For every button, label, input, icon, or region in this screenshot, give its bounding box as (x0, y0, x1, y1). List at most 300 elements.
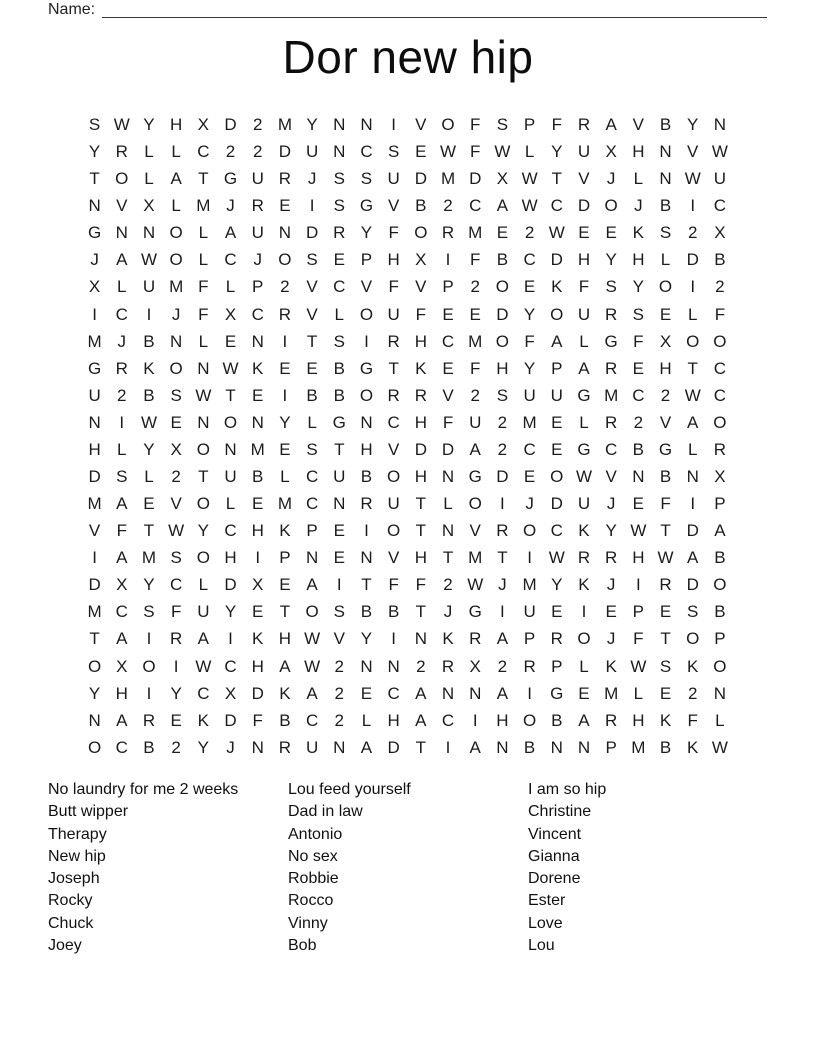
grid-cell: Y (143, 575, 155, 595)
grid-cell: O (169, 223, 183, 243)
grid-cell: I (364, 521, 369, 541)
grid-cell: X (116, 656, 128, 676)
grid-cell: S (659, 223, 672, 243)
grid-cell: I (336, 575, 342, 595)
grid-cell: F (578, 277, 590, 297)
grid-cell: R (251, 196, 264, 216)
grid-cell: R (550, 629, 563, 649)
grid-cell: Y (143, 115, 155, 134)
grid-cell: 2 (443, 575, 453, 595)
grid-cell: O (522, 710, 537, 730)
grid-cell: W (630, 521, 647, 541)
name-row (48, 0, 768, 22)
grid-cell: E (306, 358, 318, 378)
grid-cell: N (333, 115, 346, 134)
grid-cell: L (443, 494, 453, 514)
grid-cell: I (146, 304, 152, 324)
grid-cell: C (441, 710, 455, 730)
grid-cell: R (577, 548, 591, 568)
grid-cell: T (361, 575, 372, 595)
grid-cell: E (333, 548, 345, 568)
grid-cell: Y (224, 602, 237, 622)
grid-cell: R (605, 304, 618, 324)
grid-cell: W (113, 115, 130, 134)
grid-cell: T (334, 439, 345, 459)
word-item: I am so hip (528, 781, 607, 798)
grid-cell: U (469, 412, 482, 432)
grid-cell: C (550, 196, 563, 216)
grid-cell: E (632, 358, 645, 378)
grid-cell: C (713, 196, 727, 216)
grid-cell: 2 (252, 115, 263, 134)
grid-cell: L (715, 710, 725, 730)
grid-cell: R (278, 737, 292, 757)
grid-cell: S (333, 331, 345, 351)
grid-cell: P (605, 737, 617, 757)
grid-cell: D (686, 521, 699, 541)
grid-cell: A (578, 358, 590, 378)
grid-cell: M (196, 196, 211, 216)
grid-cell: S (333, 602, 345, 622)
grid-cell: S (333, 196, 345, 216)
grid-cell: U (523, 602, 536, 622)
grid-cell: 2 (687, 223, 698, 243)
grid-cell: C (115, 602, 128, 622)
grid-cell: 2 (171, 737, 181, 757)
grid-cell: F (415, 304, 427, 324)
grid-cell: W (548, 548, 565, 568)
grid-cell: L (144, 142, 154, 162)
grid-cell: M (87, 331, 102, 351)
grid-cell: F (198, 304, 209, 324)
grid-cell: A (116, 629, 128, 649)
grid-cell: Y (279, 412, 291, 432)
grid-cell: I (92, 548, 97, 568)
word-item: Love (528, 914, 563, 932)
grid-cell: O (522, 521, 537, 541)
grid-cell: G (468, 467, 482, 487)
grid-cell: O (387, 521, 401, 541)
grid-row (81, 734, 734, 761)
grid-cell: M (141, 548, 157, 568)
grid-cell: S (143, 602, 155, 622)
grid-cell: A (496, 629, 509, 649)
grid-cell: P (306, 521, 318, 541)
grid-cell: W (684, 385, 701, 405)
grid-cell: H (659, 358, 672, 378)
grid-cell: H (632, 710, 645, 730)
word-item: Robbie (288, 870, 339, 888)
grid-cell: J (443, 602, 453, 622)
grid-cell: I (690, 196, 696, 216)
grid-cell: C (469, 196, 482, 216)
grid-cell: 2 (443, 196, 453, 216)
grid-cell: O (550, 304, 564, 324)
grid-cell: S (306, 439, 318, 459)
grid-cell: G (658, 439, 673, 459)
word-item: Dad in law (288, 803, 363, 821)
grid-cell: 2 (252, 142, 263, 162)
grid-cell: L (660, 250, 671, 270)
grid-cell: I (173, 656, 179, 676)
word-item: Vinny (288, 914, 328, 932)
grid-cell: N (251, 412, 264, 432)
grid-cell: B (143, 331, 155, 351)
grid-cell: I (309, 196, 315, 216)
grid-row (81, 436, 734, 463)
grid-cell: O (604, 196, 618, 216)
grid-cell: K (605, 656, 617, 676)
grid-cell: H (251, 656, 264, 676)
grid-cell: C (523, 439, 536, 459)
grid-cell: G (577, 439, 591, 459)
grid-cell: 2 (334, 656, 345, 676)
grid-cell: F (198, 277, 209, 297)
grid-cell: R (441, 223, 455, 243)
grid-cell: J (226, 196, 235, 216)
grid-cell: K (252, 358, 264, 378)
grid-cell: Y (687, 115, 699, 134)
grid-cell: V (306, 304, 318, 324)
grid-cell: H (414, 548, 427, 568)
grid-row (81, 219, 734, 246)
grid-cell: E (551, 439, 563, 459)
grid-cell: O (658, 277, 673, 297)
grid-cell: H (88, 439, 101, 459)
grid-cell: M (277, 494, 292, 514)
grid-cell: W (657, 548, 674, 568)
grid-cell: 2 (416, 656, 426, 676)
grid-cell: B (714, 250, 726, 270)
grid-cell: L (307, 412, 317, 432)
grid-cell: O (713, 656, 727, 676)
grid-cell: I (527, 683, 532, 703)
grid-cell: C (360, 142, 373, 162)
grid-cell: S (632, 304, 645, 324)
grid-cell: V (170, 494, 182, 514)
grid-cell: A (306, 575, 318, 595)
grid-cell: X (605, 142, 617, 162)
grid-cell: N (441, 683, 455, 703)
grid-cell: V (333, 629, 345, 649)
grid-cell: O (387, 467, 401, 487)
grid-cell: M (250, 439, 265, 459)
grid-cell: R (360, 494, 373, 514)
grid-cell: S (605, 277, 617, 297)
grid-cell: F (633, 629, 644, 649)
grid-cell: K (197, 710, 210, 730)
grid-cell: A (578, 710, 590, 730)
grid-cell: X (496, 169, 509, 189)
grid-cell: C (333, 277, 346, 297)
grid-cell: X (415, 250, 427, 270)
grid-cell: A (687, 548, 699, 568)
grid-cell: B (333, 358, 345, 378)
grid-cell: K (279, 521, 291, 541)
grid-cell: L (198, 223, 209, 243)
grid-cell: D (577, 196, 591, 216)
grid-cell: N (659, 169, 672, 189)
grid-cell: F (388, 575, 399, 595)
grid-cell: P (714, 494, 726, 514)
grid-cell: H (387, 710, 400, 730)
grid-cell: B (714, 548, 726, 568)
grid-cell: N (360, 656, 373, 676)
grid-cell: E (333, 250, 345, 270)
grid-cell: R (170, 629, 183, 649)
grid-cell: I (500, 602, 505, 622)
grid-cell: A (116, 710, 128, 730)
grid-cell: W (711, 737, 728, 757)
grid-cell: A (496, 196, 509, 216)
grid-cell: Y (88, 142, 101, 162)
grid-cell: W (195, 385, 212, 405)
grid-cell: L (198, 331, 209, 351)
grid-cell: K (578, 575, 590, 595)
word-item: Lou (528, 937, 555, 955)
grid-cell: M (468, 548, 483, 568)
grid-cell: M (169, 277, 184, 297)
grid-cell: J (525, 494, 534, 514)
grid-cell: T (89, 629, 100, 649)
grid-row (81, 517, 734, 544)
grid-cell: U (550, 385, 563, 405)
grid-cell: Y (523, 358, 536, 378)
grid-cell: H (224, 548, 237, 568)
grid-cell: X (143, 196, 155, 216)
grid-cell: U (142, 277, 156, 297)
grid-cell: P (442, 277, 454, 297)
grid-cell: N (88, 196, 101, 216)
grid-cell: O (196, 548, 210, 568)
grid-cell: O (305, 602, 319, 622)
grid-cell: N (142, 223, 156, 243)
grid-cell: B (659, 467, 672, 487)
grid-cell: B (523, 737, 536, 757)
grid-cell: S (659, 656, 672, 676)
grid-cell: P (551, 358, 563, 378)
grid-cell: L (579, 331, 589, 351)
grid-cell: N (115, 223, 128, 243)
grid-cell: Y (605, 521, 617, 541)
grid-cell: R (278, 169, 292, 189)
grid-cell: E (279, 196, 291, 216)
grid-cell: E (442, 304, 454, 324)
word-item: Ester (528, 892, 566, 910)
grid-cell: S (170, 548, 182, 568)
grid-cell: K (143, 358, 155, 378)
grid-cell: J (606, 169, 616, 189)
grid-cell: E (632, 494, 645, 514)
grid-cell: D (550, 250, 563, 270)
grid-cell: I (391, 629, 397, 649)
grid-cell: M (604, 683, 619, 703)
grid-cell: N (414, 629, 427, 649)
grid-cell: A (360, 737, 373, 757)
word-column (48, 779, 283, 957)
grid-cell: A (496, 683, 509, 703)
grid-cell: G (359, 196, 374, 216)
grid-cell: C (632, 385, 645, 405)
grid-cell: Y (551, 142, 563, 162)
grid-cell: A (469, 439, 481, 459)
grid-cell: I (690, 277, 696, 297)
name-label: Name: (48, 1, 96, 18)
grid-cell: N (333, 737, 346, 757)
grid-cell: N (305, 548, 319, 568)
grid-cell: T (198, 169, 209, 189)
grid-cell: T (415, 521, 427, 541)
grid-cell: A (306, 683, 318, 703)
grid-cell: H (414, 412, 427, 432)
grid-cell: G (87, 358, 102, 378)
grid-cell: M (522, 412, 537, 432)
grid-cell: F (524, 331, 535, 351)
grid-cell: D (469, 169, 482, 189)
word-item: Butt wipper (48, 803, 129, 821)
grid-cell: I (146, 629, 152, 649)
word-item: Bob (288, 937, 317, 955)
grid-cell: J (226, 737, 235, 757)
grid-cell: C (115, 304, 128, 324)
grid-cell: 2 (633, 412, 644, 432)
grid-cell: X (659, 331, 672, 351)
grid-cell: C (713, 385, 727, 405)
grid-cell: I (500, 494, 505, 514)
grid-cell: M (87, 494, 102, 514)
grid-cell: G (604, 331, 618, 351)
grid-cell: W (168, 521, 185, 541)
grid-cell: C (305, 494, 319, 514)
grid-cell: U (577, 142, 591, 162)
grid-cell: O (196, 439, 210, 459)
grid-cell: N (441, 521, 455, 541)
grid-cell: E (170, 710, 182, 730)
grid-cell: O (115, 169, 129, 189)
grid-cell: E (252, 385, 264, 405)
grid-cell: C (305, 467, 319, 487)
grid-row (81, 355, 734, 382)
grid-cell: W (521, 196, 538, 216)
grid-cell: Y (605, 250, 617, 270)
grid-cell: K (415, 358, 427, 378)
grid-cell: J (634, 196, 643, 216)
grid-cell: M (87, 602, 102, 622)
puzzle-grid (81, 111, 734, 761)
grid-cell: O (577, 629, 591, 649)
grid-cell: B (659, 196, 672, 216)
word-item: No sex (288, 847, 338, 865)
grid-cell: E (170, 412, 182, 432)
grid-cell: R (713, 439, 727, 459)
grid-cell: A (116, 494, 128, 514)
grid-cell: V (306, 277, 318, 297)
grid-cell: E (469, 304, 481, 324)
grid-cell: N (360, 412, 373, 432)
grid-cell: R (387, 385, 400, 405)
grid-cell: R (469, 629, 482, 649)
grid-cell: W (548, 223, 565, 243)
grid-cell: R (496, 521, 509, 541)
grid-cell: O (468, 494, 482, 514)
word-item: Joey (48, 937, 82, 955)
grid-cell: Y (632, 277, 645, 297)
grid-cell: M (468, 331, 483, 351)
grid-cell: L (361, 710, 372, 730)
grid-cell: R (659, 575, 672, 595)
grid-cell: W (440, 142, 457, 162)
grid-cell: N (686, 467, 699, 487)
grid-cell: H (414, 331, 427, 351)
grid-cell: R (523, 656, 536, 676)
grid-cell: B (551, 710, 563, 730)
grid-cell: I (690, 494, 696, 514)
grid-cell: I (228, 629, 233, 649)
grid-cell: E (415, 142, 427, 162)
grid-cell: O (223, 412, 238, 432)
grid-cell: A (687, 412, 699, 432)
grid-cell: H (632, 250, 645, 270)
grid-cell: D (496, 304, 509, 324)
grid-cell: O (169, 358, 183, 378)
grid-row (81, 138, 734, 165)
grid-cell: S (387, 142, 400, 162)
grid-cell: N (387, 656, 400, 676)
word-item: Gianna (528, 847, 580, 865)
grid-cell: T (388, 358, 399, 378)
grid-cell: A (224, 223, 237, 243)
grid-cell: T (198, 467, 209, 487)
word-item: No laundry for me 2 weeks (48, 781, 239, 798)
grid-cell: U (577, 494, 591, 514)
grid-cell: T (415, 737, 427, 757)
grid-cell: T (89, 169, 100, 189)
grid-cell: C (224, 521, 237, 541)
grid-cell: E (279, 439, 291, 459)
grid-cell: D (387, 737, 400, 757)
grid-cell: V (387, 196, 400, 216)
grid-row (81, 625, 734, 652)
grid-cell: E (360, 683, 373, 703)
grid-cell: L (117, 277, 127, 297)
grid-cell: K (442, 629, 454, 649)
grid-cell: V (659, 412, 672, 432)
grid-cell: T (143, 521, 155, 541)
word-column (288, 779, 523, 957)
grid-cell: M (522, 575, 537, 595)
grid-cell: C (441, 331, 455, 351)
grid-cell: L (579, 656, 589, 676)
grid-cell: I (445, 250, 451, 270)
grid-cell: H (632, 142, 645, 162)
word-column (528, 779, 763, 957)
grid-cell: X (224, 304, 237, 324)
grid-cell: N (659, 142, 672, 162)
grid-cell: D (88, 575, 101, 595)
grid-cell: F (687, 710, 698, 730)
word-item: Antonio (288, 825, 343, 843)
grid-cell: E (605, 223, 617, 243)
grid-cell: E (252, 602, 264, 622)
grid-cell: I (146, 683, 152, 703)
grid-cell: B (415, 196, 427, 216)
grid-cell: J (498, 575, 507, 595)
grid-cell: M (631, 737, 646, 757)
grid-cell: U (523, 385, 536, 405)
grid-cell: R (278, 304, 292, 324)
grid-cell: F (415, 575, 427, 595)
grid-cell: F (714, 304, 726, 324)
